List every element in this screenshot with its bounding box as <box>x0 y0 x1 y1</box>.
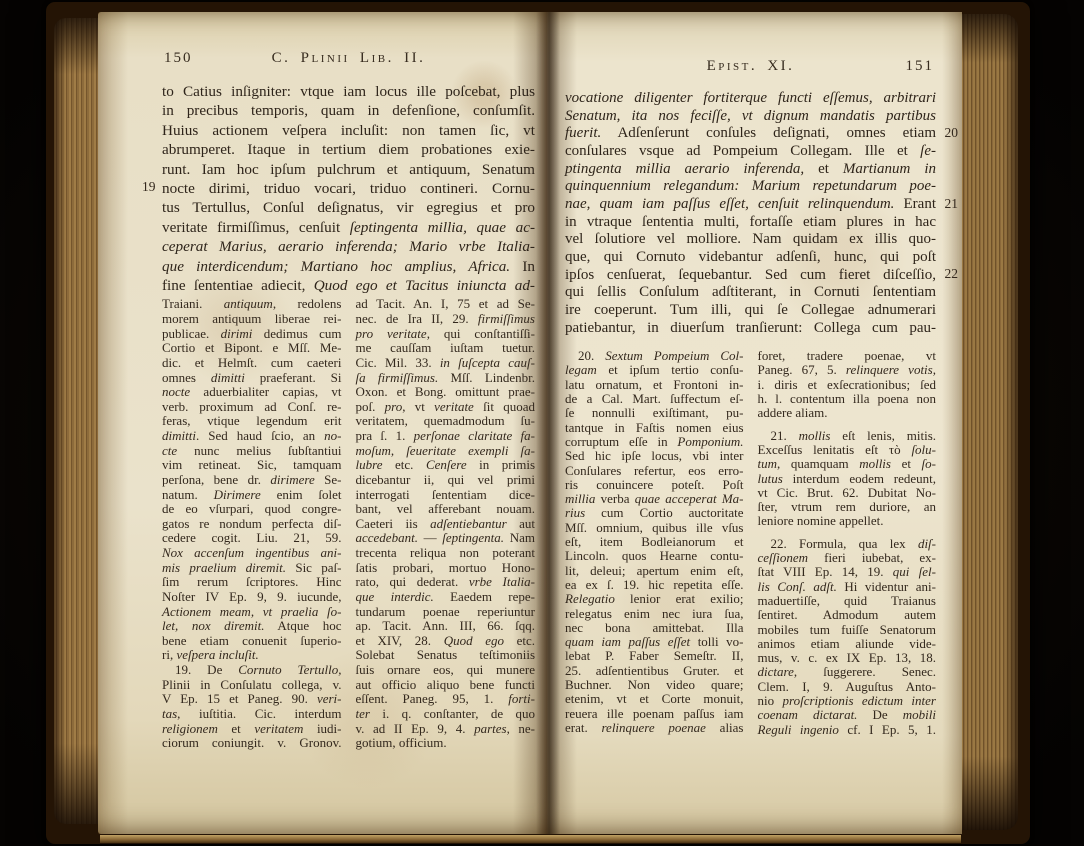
page-number-left: 150 <box>164 50 193 66</box>
text-line: interrogati ſententiam dice- <box>355 486 535 502</box>
text-line: leniore nomine appellet. <box>757 513 884 529</box>
left-footnote-column-2 <box>356 297 536 750</box>
text-line: Mſſ. omnium, quibus ille vſus <box>565 519 744 535</box>
text-line: gotium, officium. <box>355 735 447 751</box>
text-line: tas, iuſtitia. Cic. interdum <box>162 705 342 721</box>
text-line: ciorum coniungit. v. Gronov. <box>162 735 342 751</box>
text-line: dic. et Helmſt. cum caeteri <box>162 354 342 370</box>
text-line: abrumperet. Itaque in tertium diem probationes exie- <box>162 141 535 159</box>
text-line: Noſter IV Ep. 9, 9. iucunde, <box>162 588 342 604</box>
text-line: Lincoln. quos Hearne contu- <box>565 548 744 564</box>
text-line: veritatem, quemadmodum ſu- <box>355 413 535 429</box>
left-page <box>98 12 547 834</box>
text-line: Senatum, ita nos feciſſe, vt dignum mandatis partibus <box>565 107 936 124</box>
text-line: dictare, ſuggerere. Senec. <box>757 664 936 680</box>
text-line: animos etiam aliunde vide- <box>757 635 936 651</box>
left-page-header <box>162 50 535 70</box>
text-line: vocatione diligenter fortiterque functi eſſemus, arbitrari <box>565 90 936 106</box>
text-line: relegatus enim nec iura ſua, <box>565 605 744 621</box>
text-line: morem antiquum liberae rei- <box>162 311 342 327</box>
text-line: ſatis probari, mortuo Hono- <box>355 559 535 575</box>
text-line: Reguli ingenio cf. I Ep. 5, 1. <box>757 721 936 737</box>
text-line: legam et ipſum tertio conſu- <box>565 362 744 378</box>
left-footnotes <box>162 297 535 750</box>
text-line: to Catius inſigniter: vtque iam locus ille poſcebat, plus <box>162 83 535 100</box>
text-line: 20. Sextum Pompeium Col- <box>565 348 744 364</box>
text-line: gatos re nondum perfecta diſ- <box>162 515 342 531</box>
text-line: erat. relinquere poenae alias <box>565 719 744 735</box>
text-line: Actionem meam, vt praelia ſo- <box>162 603 342 619</box>
text-line: ter i. q. conſtanter, de quo <box>355 705 535 721</box>
text-line: Cic. Mil. 33. in ſuſcepta cauſ- <box>355 354 535 370</box>
text-line: ſim rerum ſcriptores. Hinc <box>162 574 342 590</box>
text-line: bene etiam conuenit ſuperio- <box>162 632 342 648</box>
left-footnote-column-1 <box>162 297 342 750</box>
text-line: corruptum eſſe in Pomponium. <box>565 433 744 449</box>
text-line: moſum, ſeueritate exempli ſa- <box>355 442 535 458</box>
text-line: que, qui Cornuto videbantur adſenſi, hunc, qui poſt <box>565 248 936 265</box>
text-line: de eo vſurpari, quod congre- <box>162 501 342 517</box>
text-line: ſter, vtrum rem duriore, an <box>757 499 936 515</box>
text-line: qui ſellis Conſulum adſtiterant, in Cornuti ſententiam <box>565 284 936 301</box>
text-line: dicebantur ii, qui vel primi <box>355 471 535 487</box>
text-line: millia verba quae acceperat Ma- <box>565 491 744 507</box>
right-page-header <box>565 58 936 78</box>
text-line: lis Conſ. adſt. Hi videntur ani- <box>757 578 936 594</box>
text-line: quam iam paſſus eſſet tolli vo- <box>565 634 744 650</box>
running-title-right: Epist. XI. <box>706 58 795 74</box>
text-line: que interdic. Eaedem repe- <box>355 588 535 604</box>
text-line: accedebant. — ſeptingenta. Nam <box>355 530 535 546</box>
text-line: ad Tacit. An. I, 75 et ad Se- <box>355 296 535 312</box>
text-line: nec. de Ira II, 29. firmiſſimus <box>355 311 535 327</box>
text-line: cedere cogit. Liu. 21, 59. <box>162 530 342 546</box>
text-line: ceſſionem fieri iubebat, ex- <box>757 550 936 566</box>
text-line: Nox accenſum ingentibus ani- <box>162 545 342 561</box>
text-line: Conſulares refertur, eos erro- <box>565 462 744 478</box>
text-line: Cortio et Bipont. e Mſſ. Me- <box>162 340 342 356</box>
text-line: Relegatio lenior erat exilio; <box>565 591 744 607</box>
text-line: ire coeperunt. Tum illi, qui ſe Collegae adnumerari <box>565 301 936 318</box>
text-line: runt. Iam hoc ipſum pulchrum et antiquum, Senatum <box>162 160 535 178</box>
text-line: fuerit. Adſenſerunt conſules deſignati, omnes etiam <box>565 125 936 142</box>
text-line: let, nox diremit. Atque hoc <box>162 618 342 634</box>
text-line: ſuis ornare eos, qui munere <box>355 662 535 678</box>
text-line: ris conuincere poteſt. Poſt <box>565 476 744 492</box>
text-line: foret, tradere poenae, vt <box>757 348 936 364</box>
text-line: Oxon. et Bong. omittunt prae- <box>355 384 535 400</box>
text-line: 21. mollis eſt lenis, mitis. <box>757 427 937 443</box>
text-line: Exceſſus lenitatis eſt τὸ ſolu- <box>757 441 936 457</box>
right-footnote-column-2 <box>758 349 937 737</box>
text-line: coenam dictarat. De mobili <box>757 707 936 723</box>
text-line: fine ſententiae adiecit, Quod ego et Tacitus iniuncta ad- <box>162 277 535 295</box>
text-line: nae, quam iam paſſus eſſet, cenſuit relinquendum. Erant <box>565 195 937 212</box>
left-main-text <box>162 82 535 295</box>
text-line: latu ornatum, et Frontoni in- <box>565 376 744 392</box>
text-line: etenim, vt et Corte monuit, <box>565 691 744 707</box>
text-line: tus Tertullus, Conſul deſignatus, vir egregius et pro <box>162 199 535 217</box>
text-line: aut officio aliquo bene functi <box>355 676 535 692</box>
text-line: natum. Dirimere enim ſolet <box>162 486 342 502</box>
text-line: 22. Formula, qua lex diſ- <box>757 535 936 551</box>
margin-section-number-19: 19 <box>142 179 156 194</box>
text-line: poſ. pro, vt veritate ſit quoad <box>355 398 535 414</box>
text-line: nec bona amittebat. Illa <box>565 619 744 635</box>
text-line: mis praelium diremit. Sic paſ- <box>162 559 342 575</box>
text-line: que interdicendum; Martiano hoc amplius, Africa. In <box>162 257 535 275</box>
text-line: i. diris et exſecrationibus; ſed <box>757 376 936 392</box>
text-line: 19. De Cornuto Tertullo, <box>162 662 342 678</box>
text-line: feras, vtique legendum erit <box>162 413 342 429</box>
text-line: vim retineat. Sic, tamquam <box>162 457 342 473</box>
text-line: religionem et veritatem iudi- <box>162 720 342 736</box>
text-line: et XIV, 28. Quod ego etc. <box>355 632 535 648</box>
text-line: lit, deleui; apertum enim eſt, <box>565 562 744 578</box>
text-line: ſa firmiſſimus. Mſſ. Lindenbr. <box>355 369 535 385</box>
text-line: 25. adſentientibus Gruter. et <box>565 662 744 678</box>
text-line: vt Cic. Brut. 62. Dubitat No- <box>757 484 936 500</box>
text-line: nio proſcriptionis edictum inter <box>757 693 936 709</box>
text-line: Buchner. Non video quare; <box>565 677 744 693</box>
text-line: v. ad II Ep. 9, 4. partes, ne- <box>355 720 535 736</box>
text-line: vel ſolutiore vel molliore. Nam quidam ex illis quo- <box>565 231 936 248</box>
text-line: de a Cal. Mart. ſuffectum eſ- <box>565 391 744 407</box>
text-line: in precibus temporis, quam in defenſione, conſumſit. <box>162 102 535 120</box>
text-line: tundarum poenae reperiuntur <box>355 603 535 619</box>
text-line: Caeteri iis adſentiebantur aut <box>355 515 535 531</box>
text-line: lutus interdum eodem redeunt, <box>757 470 936 486</box>
text-line: quinquennium relegandum: Marium repetundarum poe- <box>565 178 936 195</box>
text-line: Traiani. antiquum, redolens <box>162 296 342 312</box>
text-line: verb. proximum ad Conſ. re- <box>162 398 342 414</box>
text-line: Solebat Senatus teſtimoniis <box>355 647 535 663</box>
text-line: maduertiſſe, quid Traianus <box>757 592 936 608</box>
text-line: omnes dimitti praeferant. Si <box>162 369 342 385</box>
text-line: ptingenta millia aerario inferenda, et Martianum in <box>565 160 937 177</box>
text-line: ipſos cenſuerat, ſequebantur. Sed cum fieret diſceſſio, <box>565 266 936 283</box>
page-number-right: 151 <box>905 58 934 74</box>
text-line: tantque in Faſtis nomen eius <box>565 419 744 435</box>
text-line: ap. Tacit. Ann. III, 66. ſqq. <box>355 618 535 634</box>
text-line: tum, quamquam mollis et ſo- <box>757 456 936 472</box>
text-line: veritate firmiſſimus, cenſuit ſeptingenta millia, quae ac- <box>162 218 535 236</box>
text-line: lebat P. Faber Semeſtr. II, <box>565 648 744 664</box>
text-line: reuera ille poenam paſſus iam <box>565 705 744 721</box>
text-line: mus, v. c. ex IX Ep. 13, 18. <box>757 650 936 666</box>
text-line: conſulares vsque ad Pompeium Collegam. Ille et ſe- <box>565 142 936 159</box>
text-line: rato, qui dederat. vrbe Italia- <box>355 574 536 590</box>
text-line: pro veritate, qui conſtantiſſi- <box>355 325 536 341</box>
text-line: Clem. I, 9. Auguſtus Anto- <box>757 678 936 694</box>
margin-section-number-20: 20 <box>944 125 958 140</box>
text-line: h. l. contentum illa poena non <box>757 391 936 407</box>
text-line: bant, vel afferebant nouam. <box>355 501 535 517</box>
text-line: ſtat VIII Ep. 14, 19. qui ſel- <box>757 564 937 580</box>
book-page-edges-left <box>54 18 100 824</box>
text-line: me cauſſam iuſtam tuetur. <box>355 340 535 356</box>
text-line: eſt, item Bodleianorum et <box>565 534 744 550</box>
text-line: Sed hic ipſe locus, vbi inter <box>565 448 744 464</box>
book-page-edges-right <box>961 14 1018 830</box>
margin-section-number-22: 22 <box>944 266 958 281</box>
text-line: Plinii in Conſulatu collega, v. <box>162 676 342 692</box>
text-line: mobiles tum fuiſſe Senatorum <box>757 621 936 637</box>
text-line: ri, veſpera incluſit. <box>162 647 259 663</box>
text-line: cte nunc melius ſubſtantiui <box>162 442 342 458</box>
text-line: trecenta reliqua non poterant <box>355 545 535 561</box>
right-footnotes <box>565 349 936 737</box>
text-line: patiebantur, in diuerſum tranſierunt: Collega cum pau- <box>565 319 936 336</box>
text-line: Huius actionem veſpera incluſit: non tamen ſic, vt <box>162 121 535 139</box>
text-line: lubre etc. Cenſere in primis <box>355 457 535 473</box>
text-line: Paneg. 67, 5. relinquere votis, <box>757 362 936 378</box>
right-main-text <box>565 90 936 337</box>
text-line: perſona, bene dr. dirimere Se- <box>162 471 342 487</box>
right-footnote-column-1 <box>565 349 744 737</box>
text-line: rius cum Cortio auctoritate <box>565 505 744 521</box>
text-line: publicae. dirimi dedimus cum <box>162 325 342 341</box>
text-line: dimitti. Sed haud ſcio, an no- <box>162 428 342 444</box>
text-line: nocte aduerbialiter capias, vt <box>162 384 342 400</box>
text-line: ea ex ſ. 19. hic repetita eſſe. <box>565 576 744 592</box>
text-line: eſſent. Paneg. 95, 1. forti- <box>355 691 535 707</box>
text-line: in vtraque ſententia multi, fortaſſe etiam plures in hac <box>565 213 936 230</box>
text-line: nocte dirimi, triduo vocari, triduo contineri. Cornu- <box>162 180 535 198</box>
text-line: V Ep. 15 et Paneg. 90. veri- <box>162 691 342 707</box>
text-line: ſentiret. Admodum autem <box>757 607 936 623</box>
text-line: ſe nonnulli exiſtimant, pu- <box>565 405 744 421</box>
text-line: addere aliam. <box>757 405 828 421</box>
running-title-left: C. Plinii Lib. II. <box>271 50 426 66</box>
book-page-edges-bottom <box>100 835 961 843</box>
text-line: pra ſ. 1. perſonae claritate fa- <box>355 428 536 444</box>
margin-section-number-21: 21 <box>944 196 958 211</box>
right-page <box>547 12 962 834</box>
text-line: ceperat Marius, aerario inferenda; Mario vrbe Italia- <box>162 238 535 256</box>
